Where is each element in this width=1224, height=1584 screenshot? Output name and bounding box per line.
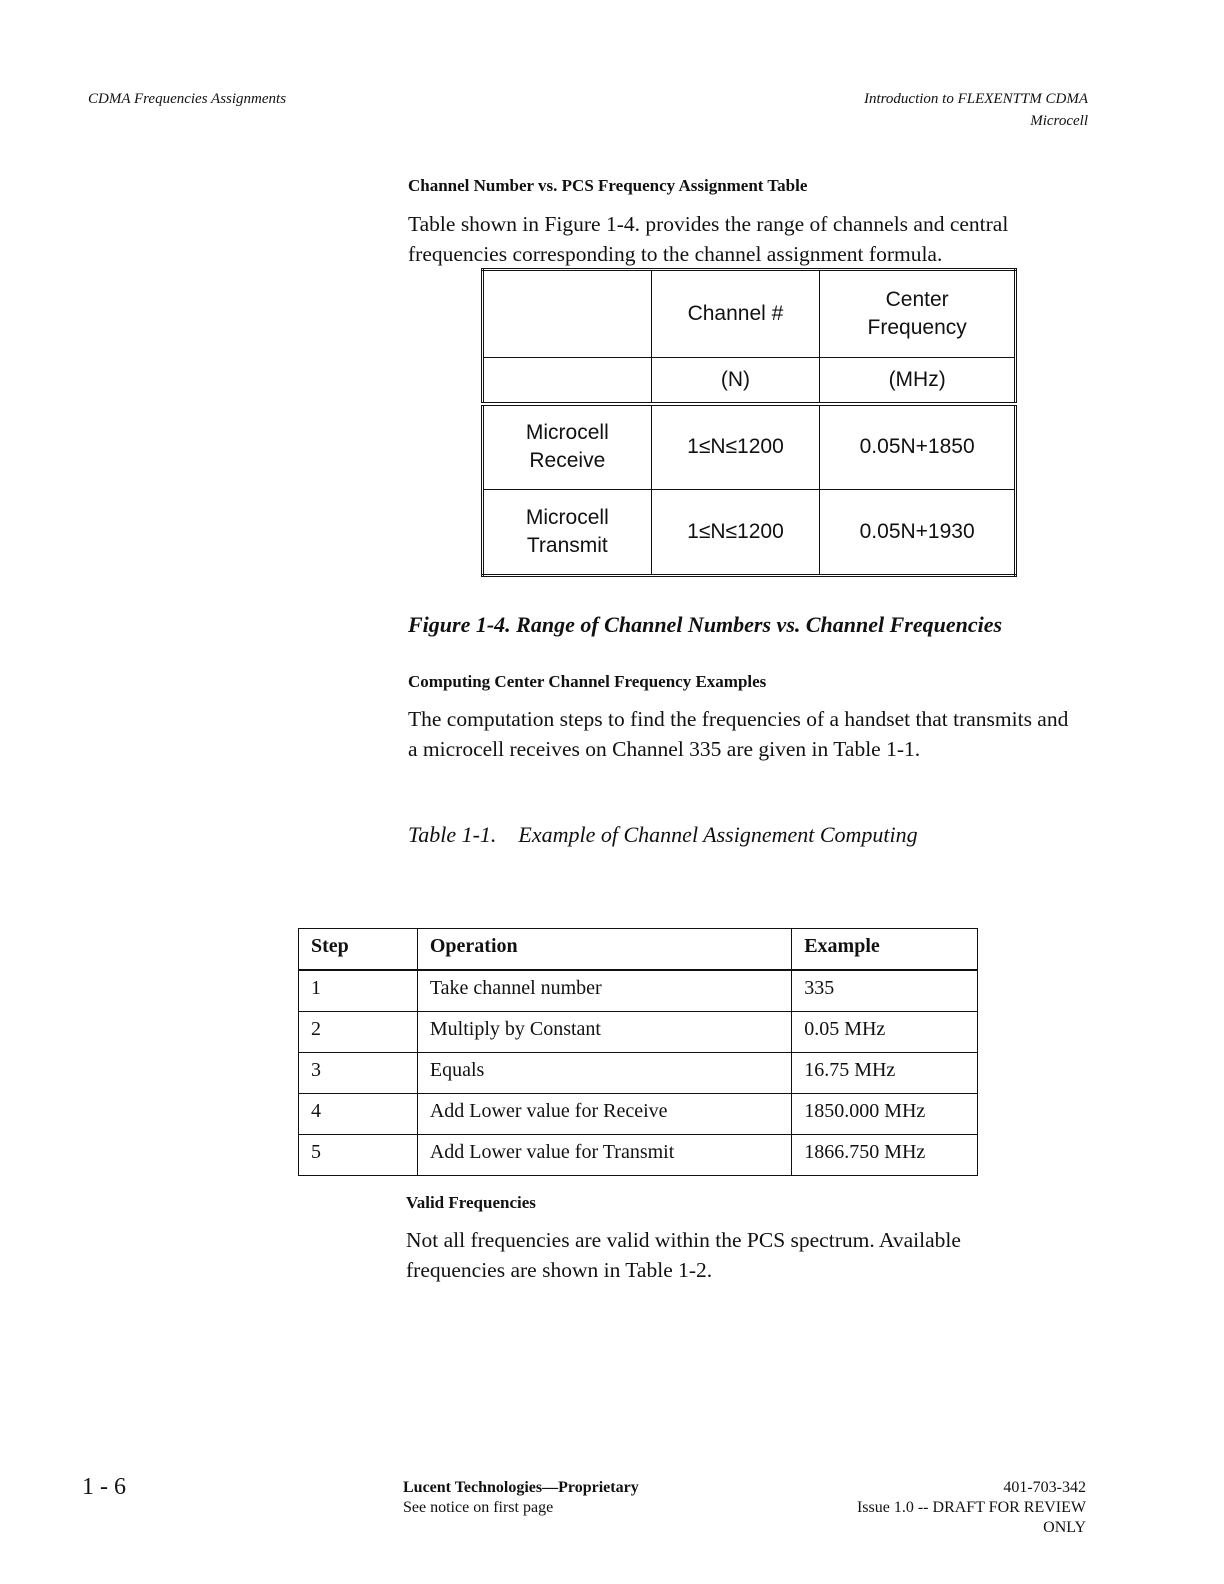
figure-table-header-cell: [483, 270, 652, 358]
figure-table-header-row: [483, 270, 1016, 358]
step-table-cell: 16.75 MHz: [792, 1053, 978, 1094]
figure-table-cell: 0.05N+1930: [820, 490, 1016, 576]
footer-center: [403, 1478, 639, 1518]
figure-table-unit-row: [483, 358, 1016, 404]
step-table-cell: 335: [792, 970, 978, 1012]
figure-table-row: [483, 490, 1016, 576]
running-header-right: [864, 88, 1088, 132]
section-heading-computing: Computing Center Channel Frequency Examples: [408, 672, 767, 691]
step-table-cell: Add Lower value for Receive: [417, 1094, 791, 1135]
step-table-row: [299, 1053, 978, 1094]
footer-issue-line2: ONLY: [1043, 1519, 1086, 1536]
section-heading-channel-number: Channel Number vs. PCS Frequency Assignment Table: [408, 176, 808, 195]
section-heading-valid-frequencies: Valid Frequencies: [406, 1193, 536, 1212]
figure-table-header-cell: [820, 270, 1016, 358]
figure-table-row: [483, 404, 1016, 490]
step-table-header-cell: Operation: [417, 929, 791, 971]
figure-table-header-cell: Channel #: [651, 270, 820, 358]
step-table-row: [299, 1094, 978, 1135]
figure-table-cell-text: Microcell Receive: [525, 421, 609, 473]
step-table-cell: 1850.000 MHz: [792, 1094, 978, 1135]
figure-table-cell: 0.05N+1850: [820, 404, 1016, 490]
step-table-cell: 0.05 MHz: [792, 1012, 978, 1053]
table-caption: Table 1-1. Example of Channel Assignement Computing: [408, 822, 918, 847]
step-table: [298, 928, 978, 1176]
footer-doc-number: 401-703-342: [1003, 1479, 1086, 1496]
figure-table-cell: [483, 490, 652, 576]
step-table-row: [299, 1012, 978, 1053]
figure-table-unit-cell: (N): [651, 358, 820, 404]
figure-table: [481, 268, 1017, 577]
figure-table-cell: [483, 404, 652, 490]
step-table-header-cell: Example: [792, 929, 978, 971]
section-body-computing: The computation steps to find the frequencies of a handset that transmits and a microcell receives on Channel 335 are given in Table 1-1.: [408, 707, 1069, 761]
figure-table-header-text: Center Frequency: [867, 288, 967, 339]
step-table-cell: Multiply by Constant: [417, 1012, 791, 1053]
page-number: 1 - 6: [82, 1474, 126, 1500]
figure-table-cell: 1≤N≤1200: [651, 490, 820, 576]
step-table-cell: Equals: [417, 1053, 791, 1094]
figure-table-cell-text: Microcell Transmit: [525, 506, 609, 557]
figure-table-unit-cell: (MHz): [820, 358, 1016, 404]
step-table-cell: 2: [299, 1012, 418, 1053]
step-table-cell: 5: [299, 1135, 418, 1176]
running-header-right-line2: Microcell: [1030, 113, 1088, 129]
section-body-channel-number: Table shown in Figure 1-4. provides the range of channels and central frequencies corresponding to the channel assignment formula.: [408, 212, 1009, 266]
step-table-cell: 1866.750 MHz: [792, 1135, 978, 1176]
figure-table-cell: 1≤N≤1200: [651, 404, 820, 490]
step-table-cell: Take channel number: [417, 970, 791, 1012]
step-table-cell: Add Lower value for Transmit: [417, 1135, 791, 1176]
step-table-cell: 3: [299, 1053, 418, 1094]
footer-issue: Issue 1.0 -- DRAFT FOR REVIEW: [856, 1499, 1086, 1516]
step-table-cell: 1: [299, 970, 418, 1012]
step-table-row: [299, 1135, 978, 1176]
step-table-cell: 4: [299, 1094, 418, 1135]
step-table-row: [299, 970, 978, 1012]
figure-caption: Figure 1-4. Range of Channel Numbers vs. Channel Frequencies: [408, 612, 1003, 637]
footer-right: [857, 1478, 1086, 1538]
running-header-right-line1: Introduction to FLEXENTTM CDMA: [863, 91, 1088, 107]
running-header-left: CDMA Frequencies Assignments: [88, 91, 287, 107]
footer-company: Lucent Technologies—Proprietary: [403, 1479, 639, 1496]
figure-table-unit-cell: [483, 358, 652, 404]
step-table-header-row: [299, 929, 978, 971]
footer-notice: See notice on first page: [403, 1499, 554, 1516]
section-body-valid-frequencies: Not all frequencies are valid within the PCS spectrum. Available frequencies are shown in Table 1-2.: [406, 1228, 961, 1282]
step-table-header-cell: Step: [299, 929, 418, 971]
